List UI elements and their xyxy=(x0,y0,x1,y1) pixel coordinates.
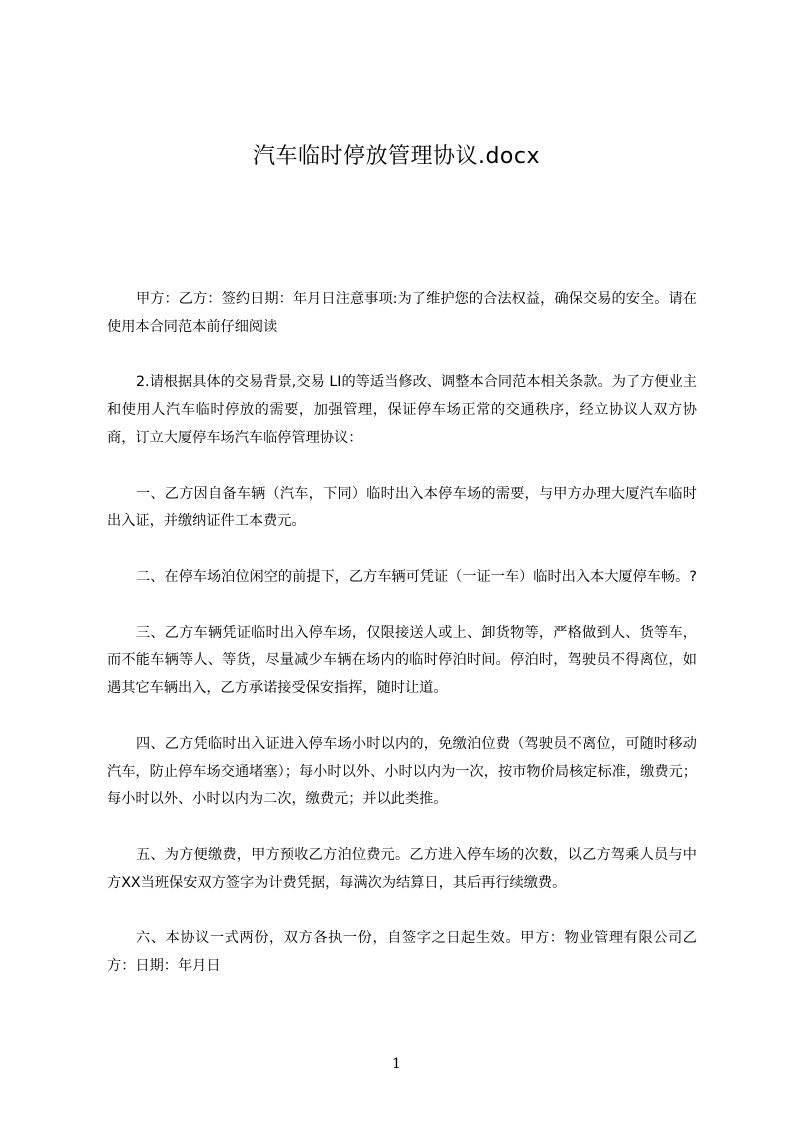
paragraph-clause-4: 四、乙方凭临时出入证进入停车场小时以内的，免缴泊位费（驾驶员不离位，可随时移动汽车，防止停车场交通堵塞）；每小时以外、小时以内为一次，按市物价局核定标准，缴费元；每小时以外、小时以内为二次，缴费元；并以此类推。 xyxy=(107,735,697,808)
paragraph-clause-5: 五、为方便缴费，甲方预收乙方泊位费元。乙方进入停车场的次数，以乙方驾乘人员与中方XX当班保安双方签字为计费凭据，每满次为结算日，其后再行续缴费。 xyxy=(107,846,697,891)
paragraph-clause-2: 二、在停车场泊位闲空的前提下，乙方车辆可凭证（一证一车）临时出入本大厦停车畅。? xyxy=(136,568,697,585)
document-body xyxy=(107,286,697,981)
document-title: 汽车临时停放管理协议.docx xyxy=(252,144,541,169)
paragraph-intro: 甲方：乙方：签约日期：年月日注意事项:为了维护您的合法权益，确保交易的安全。请在使用本合同范本前仔细阅读 xyxy=(107,291,697,335)
paragraph-clause-6: 六、本协议一式两份，双方各执一份，自签字之日起生效。甲方：物业管理有限公司乙方：日期：年月日 xyxy=(107,930,697,975)
paragraph-clause-3: 三、乙方车辆凭证临时出入停车场，仅限接送人或上、卸货物等，严格做到人、货等车，而不能车辆等人、等货，尽量减少车辆在场内的临时停泊时间。停泊时，驾驶员不得离位，如遇其它车辆出入，乙方承诺接受保安指挥，随时让道。 xyxy=(107,624,697,697)
paragraph-preamble: 2.请根据具体的交易背景,交易 LI的等适当修改、调整本合同范本相关条款。为了方便业主和使用人汽车临时停放的需要，加强管理，保证停车场正常的交通秩序，经立协议人双方协商，订立大厦停车场汽车临停管理协议： xyxy=(107,374,697,446)
page-number: 1 xyxy=(392,1056,401,1072)
paragraph-clause-1: 一、乙方因自备车辆（汽车，下同）临时出入本停车场的需要，与甲方办理大厦汽车临时出入证，并缴纳证件工本费元。 xyxy=(107,485,697,530)
